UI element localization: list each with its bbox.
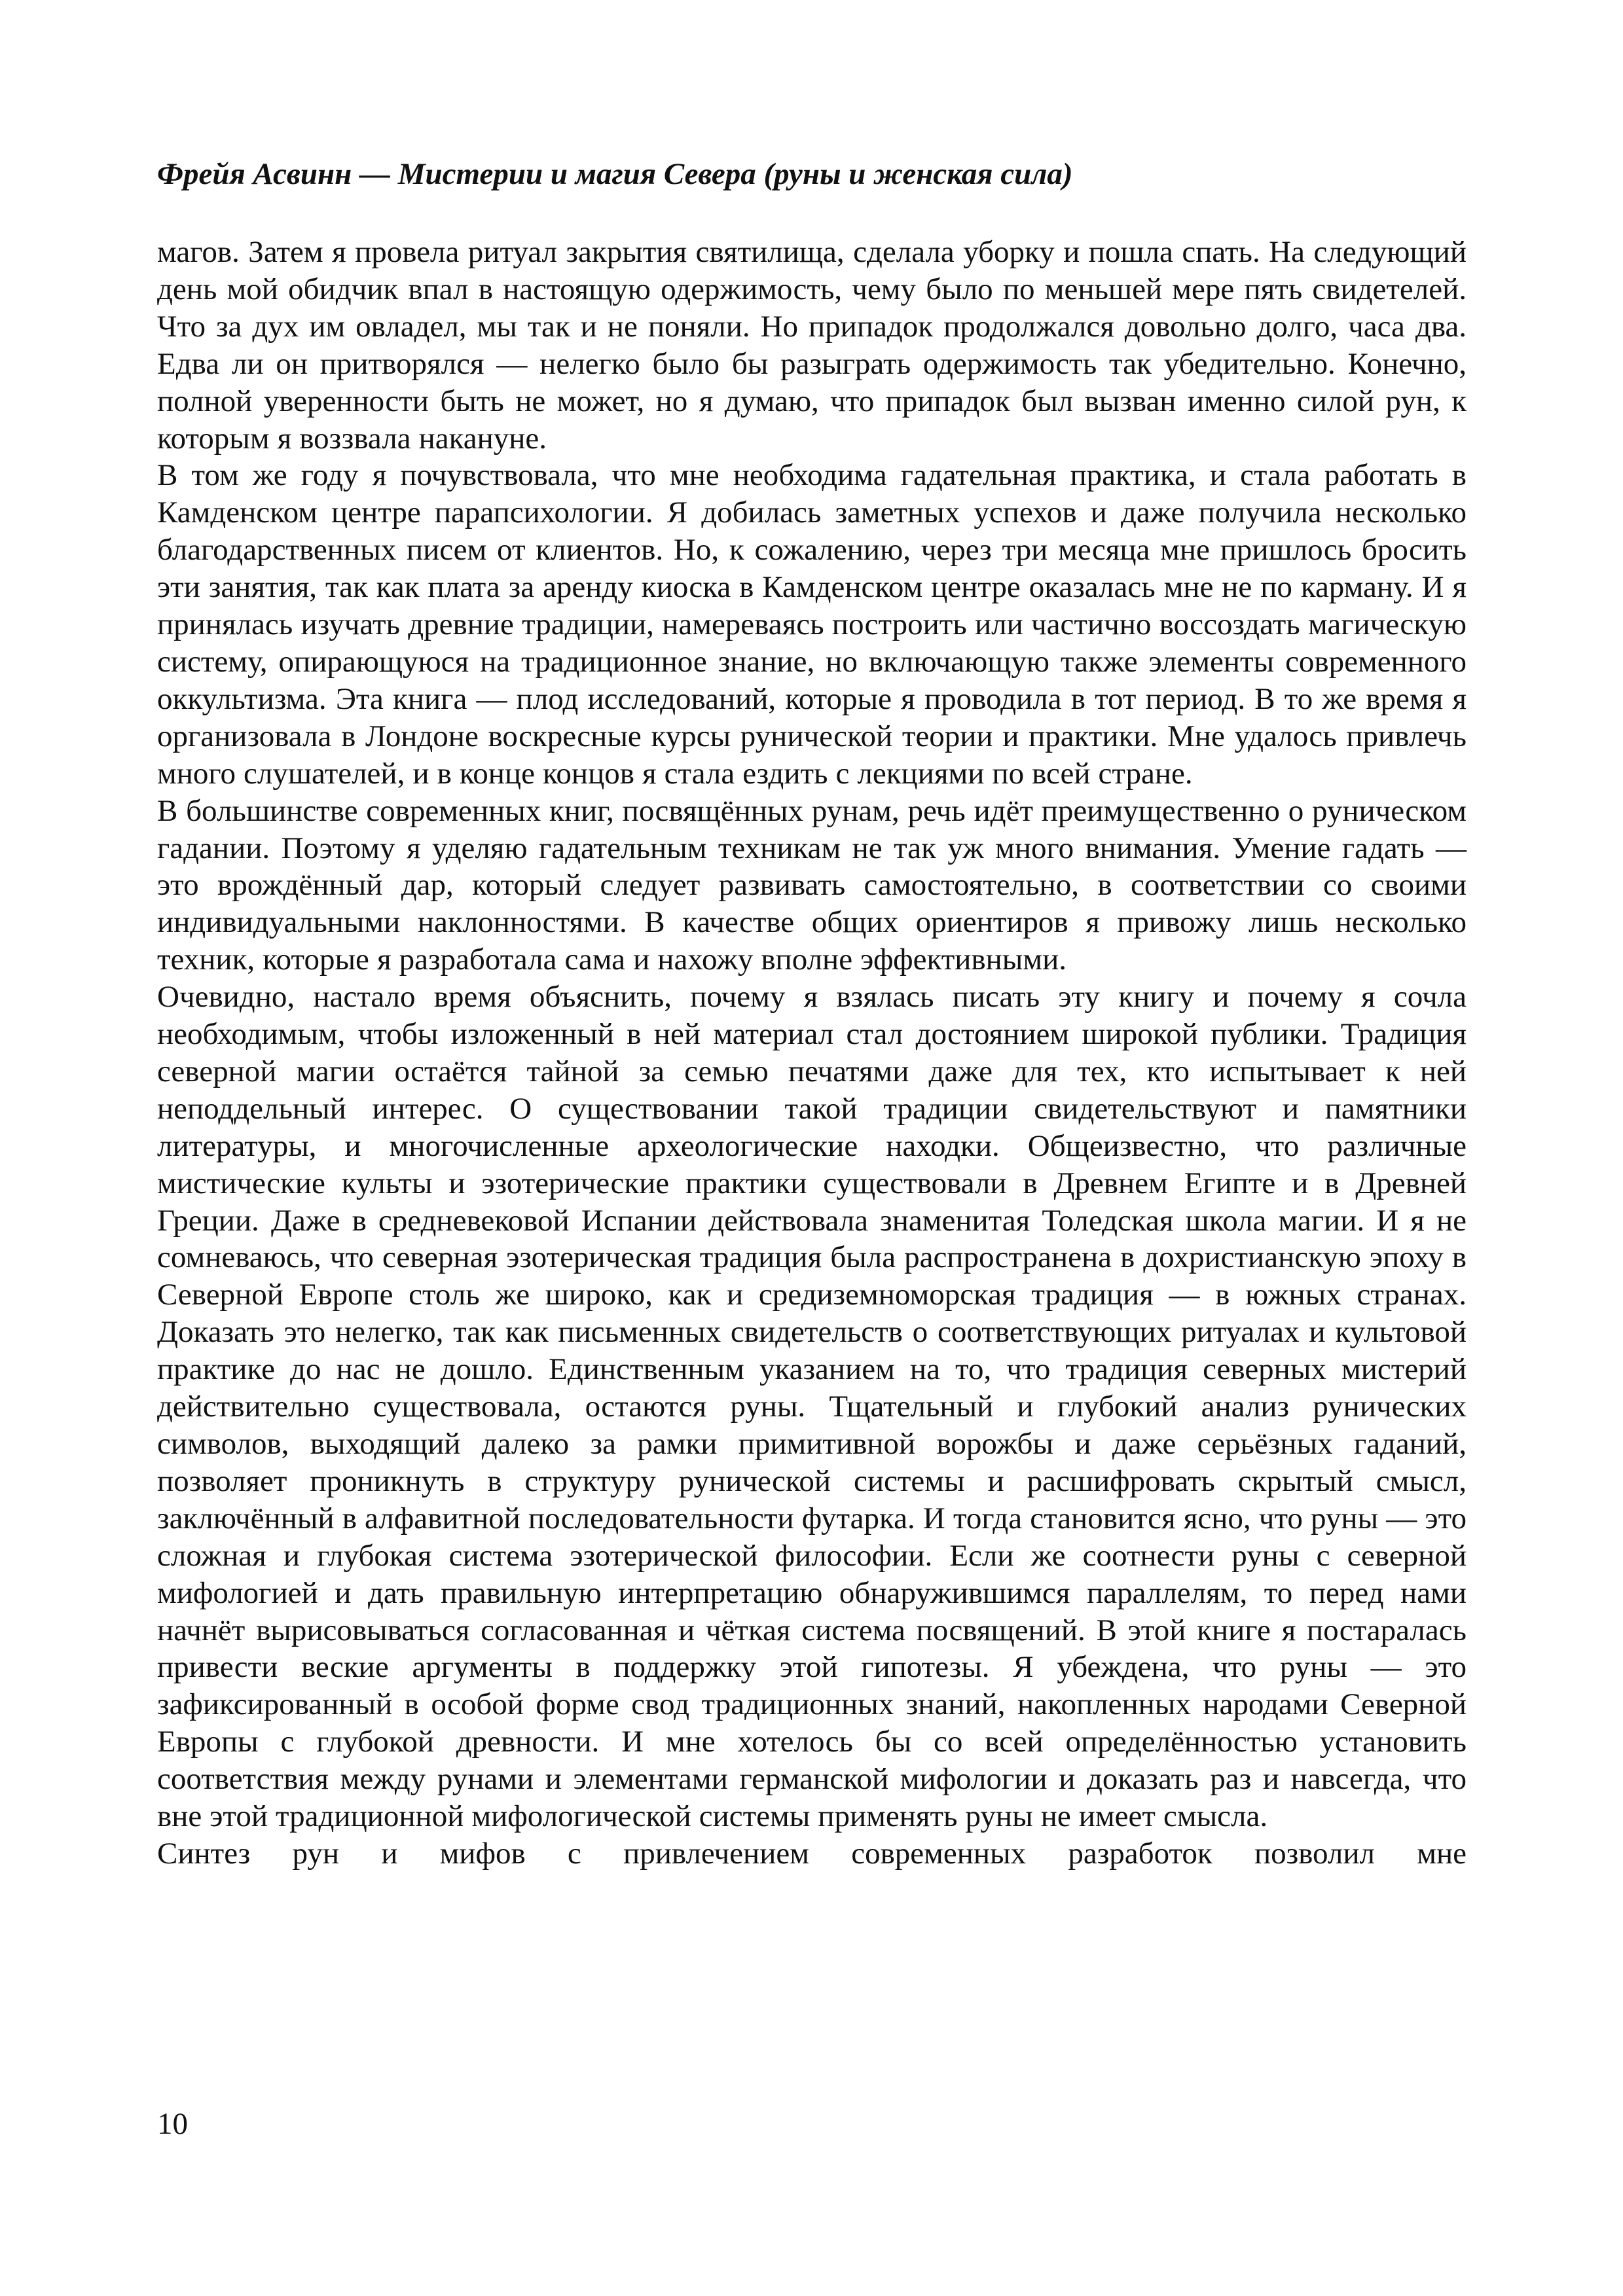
paragraph: Синтез рун и мифов с привлечением современных разработок позволил мне xyxy=(157,1836,1467,1871)
paragraph: Очевидно, настало время объяснить, почему я взялась писать эту книгу и почему я сочла необходимым, чтобы изложенный в ней материал стал достоянием широкой публики. Традиция северной магии остаётся тайной за семью печатями даже для тех, кто испытывает к ней неподдельный интерес. О существовании такой традиции свидетельствуют и памятники литературы, и многочисленные археологические находки. Общеизвестно, что различные мистические культы и эзотерические практики существовали в Древнем Египте и в Древней Греции. Даже в средневековой Испании действовала знаменитая Толедская школа магии. И я не сомневаюсь, что северная эзотерическая традиция была распространена в дохристианскую эпоху в Северной Европе столь же широко, как и средиземноморская традиция — в южных странах. Доказать это нелегко, так как письменных свидетельств о соответствующих ритуалах и культовой практике до нас не дошло. Единственным указанием на то, что традиция северных мистерий действительно существовала, остаются руны. Тщательный и глубокий анализ рунических символов, выходящий далеко за рамки примитивной ворожбы и даже серьёзных гаданий, позволяет проникнуть в структуру рунической системы и расшифровать скрытый смысл, заключённый в алфавитной последовательности футарка. И тогда становится ясно, что руны — это сложная и глубокая система эзотерической философии. Если же соотнести руны с северной мифологией и дать правильную интерпретацию обнаружившимся параллелям, то перед нами начнёт вырисовываться согласованная и чёткая система посвящений. В этой книге я постаралась привести веские аргументы в поддержку этой гипотезы. Я убеждена, что руны — это зафиксированный в особой форме свод традиционных знаний, накопленных народами Северной Европы с глубокой древности. И мне хотелось бы со всей определённостью установить соответствия между рунами и элементами германской мифологии и доказать раз и навсегда, что вне этой традиционной мифологической системы применять руны не имеет смысла. xyxy=(157,980,1467,1834)
body-text xyxy=(157,234,1467,1873)
page-number: 10 xyxy=(157,2107,188,2141)
paragraph: В большинстве современных книг, посвящённых рунам, речь идёт преимущественно о руническом гадании. Поэтому я уделяю гадательным техникам не так уж много внимания. Умение гадать — это врождённый дар, который следует развивать самостоятельно, в соответствии со своими индивидуальными наклонностями. В качестве общих ориентиров я привожу лишь несколько техник, которые я разработала сама и нахожу вполне эффективными. xyxy=(157,793,1467,977)
paragraph: В том же году я почувствовала, что мне необходима гадательная практика, и стала работать в Камденском центре парапсихологии. Я добилась заметных успехов и даже получила несколько благодарственных писем от клиентов. Но, к сожалению, через три месяца мне пришлось бросить эти занятия, так как плата за аренду киоска в Камденском центре оказалась мне не по карману. И я принялась изучать древние традиции, намереваясь построить или частично воссоздать магическую систему, опирающуюся на традиционное знание, но включающую также элементы современного оккультизма. Эта книга — плод исследований, которые я проводила в тот период. В то же время я организовала в Лондоне воскресные курсы рунической теории и практики. Мне удалось привлечь много слушателей, и в конце концов я стала ездить с лекциями по всей стране. xyxy=(157,458,1467,791)
paragraph: магов. Затем я провела ритуал закрытия святилища, сделала уборку и пошла спать. На следующий день мой обидчик впал в настоящую одержимость, чему было по меньшей мере пять свидетелей. Что за дух им овладел, мы так и не поняли. Но припадок продолжался довольно долго, часа два. Едва ли он притворялся — нелегко было бы разыграть одержимость так убедительно. Конечно, полной уверенности быть не может, но я думаю, что припадок был вызван именно силой рун, к которым я воззвала накануне. xyxy=(157,235,1467,456)
running-header: Фрейя Асвинн — Мистерии и магия Севера (руны и женская сила) xyxy=(157,157,1073,191)
